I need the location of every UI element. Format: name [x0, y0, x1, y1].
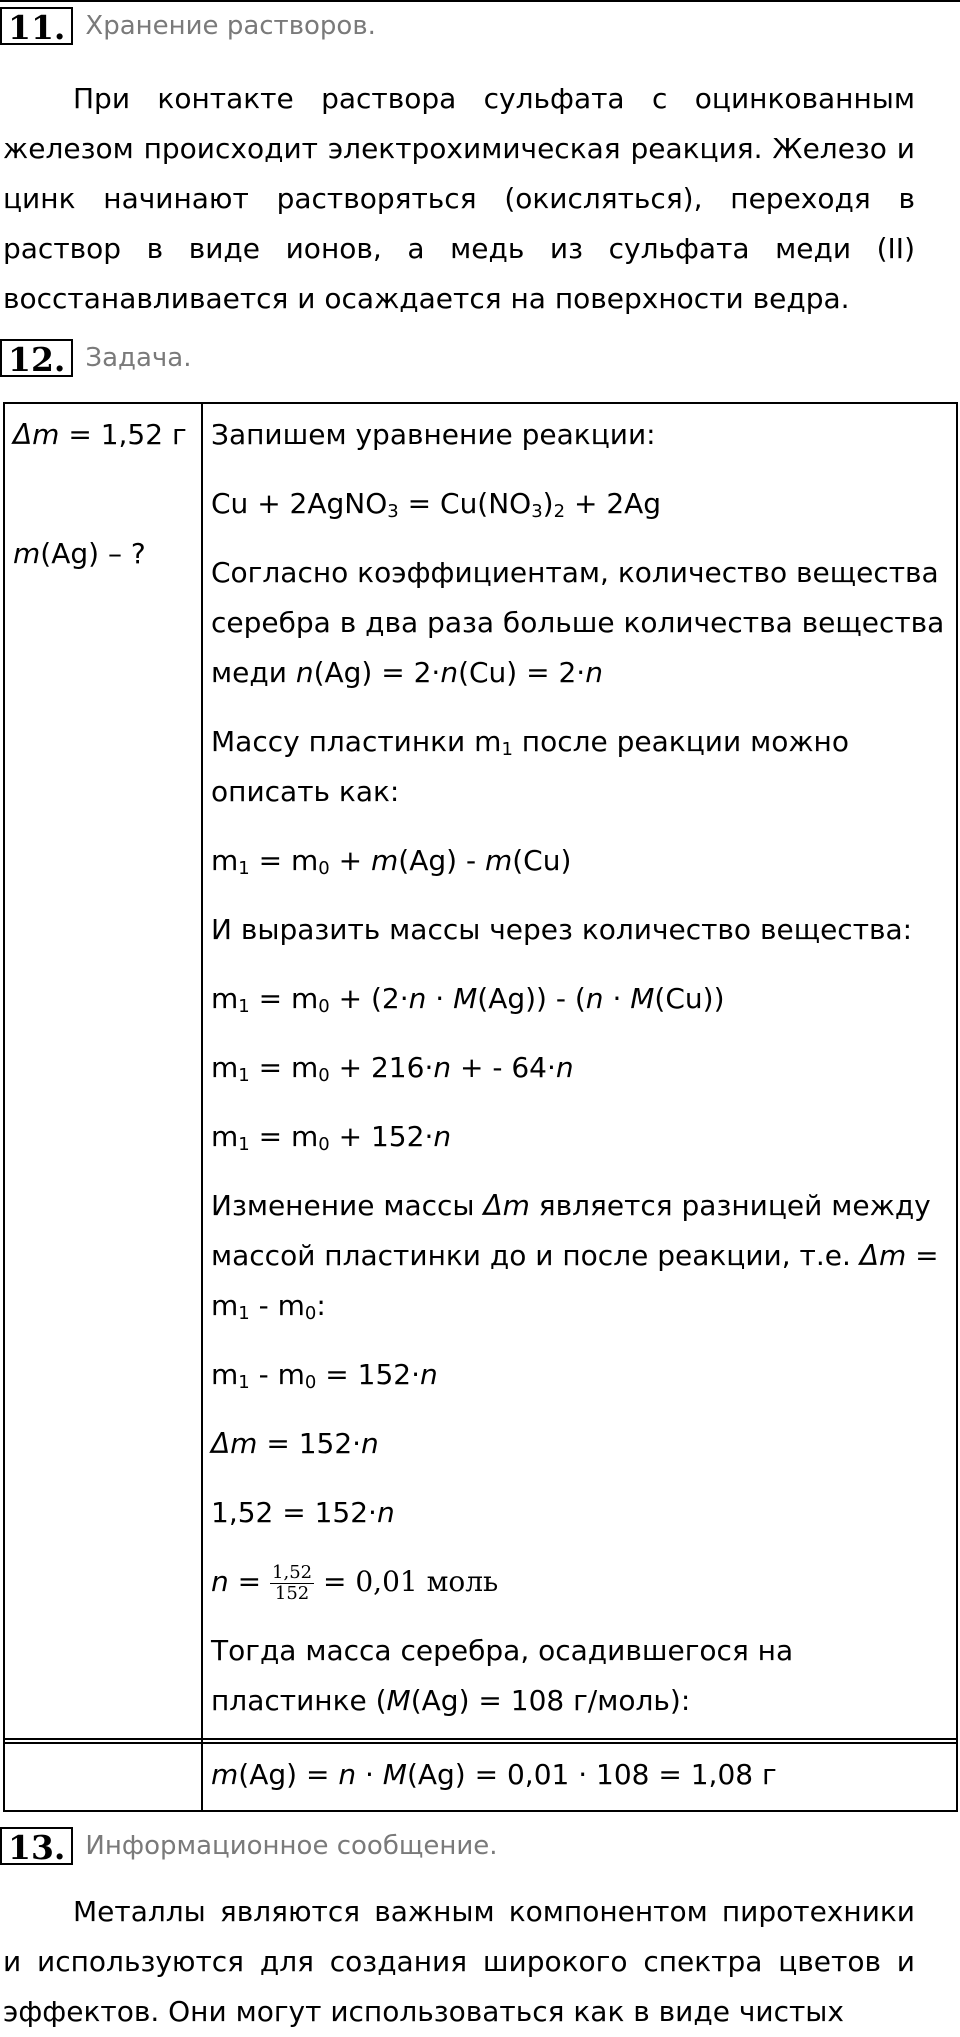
formula-line: Δm = 152·n: [211, 1427, 379, 1460]
solution-line: Согласно коэффициентам, количество вещества серебра в два раза больше количества вещества меди n(Ag) = 2·n(Cu) = 2·n: [211, 556, 945, 689]
section-title: Задача.: [85, 343, 192, 373]
solution-cell: [202, 403, 957, 1739]
section-title: Информационное сообщение.: [85, 1831, 498, 1861]
section-number: 12.: [0, 339, 73, 377]
given-delta-m: Δm = 1,52 г: [13, 418, 187, 451]
answer-line: m(Ag) = n · M(Ag) = 0,01 · 108 = 1,08 г: [211, 1758, 777, 1791]
solution-line: Запишем уравнение реакции:: [211, 418, 656, 451]
section-number: 13.: [0, 1827, 73, 1865]
solution-line: И выразить массы через количество вещества:: [211, 913, 913, 946]
formula-line: $m_1 = m_0 + m(Ag) - m(Cu)$: [211, 844, 572, 879]
fraction-line: n = $\frac{1,52}{152}$ = 0,01 моль: [211, 1561, 499, 1604]
formula-line: $m_1 = m_0 + 152\cdot n$: [211, 1120, 452, 1155]
find-m-ag: m(Ag) – ?: [13, 537, 146, 570]
task-main-row: [4, 403, 957, 1739]
solution-line: Изменение массы Δm является разницей между массой пластинки до и после реакции, т.е. $\Delta m = m_1 - m_0$:: [211, 1189, 939, 1324]
task-table: [3, 402, 958, 1812]
answer-given-cell: [4, 1743, 202, 1811]
section-13-header: [0, 1822, 498, 1870]
formula-line: $m_1 - m_0 = 152\cdot n$: [211, 1358, 438, 1393]
formula-line: 1,52 = 152·n: [211, 1496, 395, 1529]
given-cell: [4, 403, 202, 1739]
fraction: $\frac{1,52}{152}$: [272, 1561, 313, 1604]
task-answer-row: [4, 1743, 957, 1811]
solution-line: Массу пластинки $m_1$ после реакции можно описать как:: [211, 725, 849, 808]
formula-line: $m_1 = m_0 + 216\cdot n$ + - 64·n: [211, 1051, 574, 1086]
answer-cell: [202, 1743, 957, 1811]
section-11-header: [0, 2, 376, 50]
section-number: 11.: [0, 7, 73, 45]
reaction-equation: Cu + 2AgNO$_3$ = $Cu(NO_3)_2 + 2Ag$: [211, 487, 662, 522]
section-12-header: [0, 334, 192, 382]
section-13-text: Металлы являются важным компонентом пиротехники и используются для создания широкого спектра цветов и эффектов. Они могут использоваться как в виде чистых: [3, 1895, 915, 2028]
formula-line: $m_1 = m_0 + (2\cdot n \cdot M(Ag)) - (n \cdot M(Cu))$: [211, 982, 725, 1017]
solution-line: Тогда масса серебра, осадившегося на пластинке (M(Ag) = 108 г/моль):: [211, 1634, 794, 1717]
section-11-text: При контакте раствора сульфата с оцинкованным железом происходит электрохимическая реакция. Железо и цинк начинают растворяться (окисляться), переходя в раствор в виде ионов, а медь из сульфата меди (II) восстанавливается и осаждается на поверхности ведра.: [3, 82, 915, 315]
section-title: Хранение растворов.: [85, 11, 376, 41]
